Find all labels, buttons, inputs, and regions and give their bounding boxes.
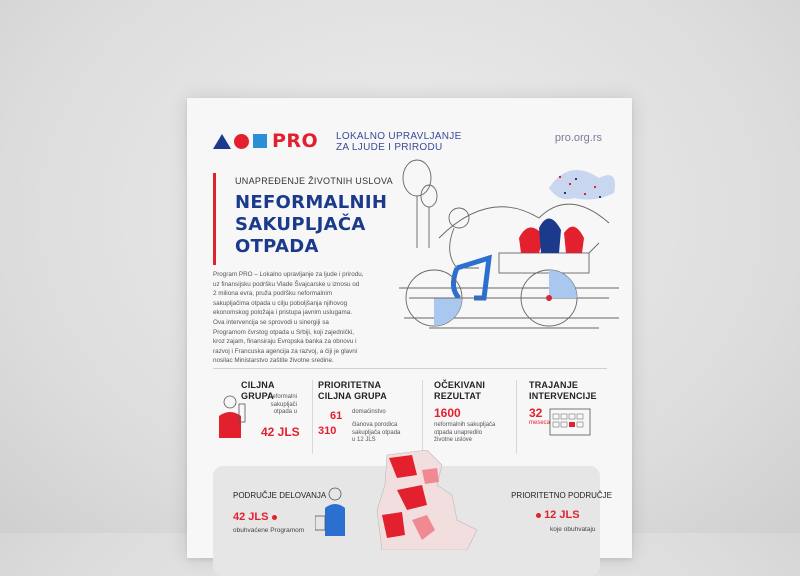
stat-separator <box>422 380 423 454</box>
desc-line: u 12 JLS <box>352 437 376 443</box>
stat-expected-result <box>434 380 524 443</box>
stat-duration <box>529 380 609 426</box>
circle-icon <box>234 134 249 149</box>
intro-line: ekonomskog položaja i pristupa javnim uslugama. <box>213 309 352 317</box>
stat-label: CILJNA GRUPA <box>241 380 275 401</box>
intro-line: nosilac Ministarstvo zaštite životne sredine. <box>213 357 334 365</box>
desc-line: neformalnih sakupljača <box>434 422 496 428</box>
intro-line: uz finansijsku podršku Vlade Švajcarske u iznosu od <box>213 280 360 288</box>
person-icon <box>213 394 247 438</box>
stat-value <box>318 421 336 439</box>
label-line: INTERVENCIJE <box>529 391 597 401</box>
tagline-line: ZA LJUDE I PRIRODU <box>336 142 443 153</box>
kicker-text: UNAPREĐENJE ŽIVOTNIH USLOVA <box>235 176 393 186</box>
desc-line: otpada u <box>273 409 297 415</box>
desc-line: sakupljači <box>270 401 297 408</box>
stat-priority-group <box>318 380 418 443</box>
tagline-line: LOKALNO UPRAVLJANJE <box>336 131 462 142</box>
area-left-label: PODRUČJE DELOVANJA <box>233 491 327 500</box>
intro-line: Ova intervencija se sprovodi u sinergiji sa <box>213 318 329 326</box>
serbia-map <box>367 450 487 550</box>
pro-logo <box>213 130 318 152</box>
title-line: SAKUPLJAČA <box>235 214 366 235</box>
intro-line: sakupljačima otpada u cilju poboljšanja njihovog <box>213 299 348 307</box>
value-text: 12 JLS <box>544 509 580 521</box>
stat-desc <box>257 394 297 417</box>
stat-label <box>318 380 418 402</box>
value-number: 310 <box>318 425 337 437</box>
title-line: NEFORMALNIH <box>235 192 388 213</box>
stat-value: 42 JLS <box>261 425 300 439</box>
label-line: PRIORITETNA <box>318 380 382 390</box>
brand-name: PRO <box>272 130 319 152</box>
square-icon <box>253 134 267 148</box>
area-right-desc: koje obuhvataju <box>550 526 596 533</box>
intro-line: 2 miliona evra, pruža podršku neformalnim <box>213 290 332 298</box>
stat-value: 1600 <box>434 406 461 420</box>
accent-bar <box>213 173 216 265</box>
stat-label <box>434 380 524 402</box>
label-line: OČEKIVANI <box>434 380 486 390</box>
area-left-desc: obuhvaćene Programom <box>233 527 305 534</box>
stat-unit: meseca <box>529 420 551 426</box>
page-title <box>235 192 387 258</box>
dot-icon <box>536 513 541 518</box>
value-number: 61 <box>330 410 343 422</box>
stat-desc <box>434 422 495 445</box>
intro-paragraph <box>213 270 403 366</box>
stat-target-group <box>213 380 303 439</box>
calendar-icon <box>549 406 591 436</box>
stat-desc: domaćinstvo <box>352 409 386 415</box>
desc-line: sakupljača otpada <box>352 429 401 436</box>
desc-line: životne uslove <box>434 437 473 443</box>
intro-line: razvoj i Francuska agencija za razvoj, a čiji je glavni <box>213 347 358 355</box>
poster-sheet <box>187 98 632 558</box>
triangle-icon <box>213 134 231 149</box>
stat-label <box>529 380 609 402</box>
desc-line: članova porodica <box>352 422 398 428</box>
value-text: 42 JLS <box>233 511 269 523</box>
section-divider <box>213 368 607 369</box>
area-right-value <box>536 509 580 521</box>
label-line: CILJNA GRUPA <box>318 391 387 401</box>
area-left-value <box>233 511 277 523</box>
stat-separator <box>516 380 517 454</box>
desc-line: otpada unapredilo <box>434 429 483 436</box>
stat-desc <box>352 422 400 445</box>
label-line: REZULTAT <box>434 391 482 401</box>
cyclist-illustration <box>399 148 624 363</box>
stat-value: 32 <box>529 406 543 420</box>
intro-line: Programom čvrstog otpada u Srbiji, koji zajednički, <box>213 328 355 336</box>
stat-separator <box>312 380 313 454</box>
area-right-label: PRIORITETNO PODRUČJE <box>511 491 612 500</box>
dot-icon <box>272 515 277 520</box>
intro-line: Program PRO – Lokalno upravljanje za ljude i prirodu, <box>213 271 364 278</box>
title-line: OTPADA <box>235 236 319 257</box>
label-line: TRAJANJE <box>529 380 579 390</box>
desc-line: neformalni <box>268 394 297 400</box>
intro-line: kroz zajam, finansiraju Evropska banka za obnovu i <box>213 338 357 346</box>
website-link[interactable]: pro.org.rs <box>554 132 602 144</box>
